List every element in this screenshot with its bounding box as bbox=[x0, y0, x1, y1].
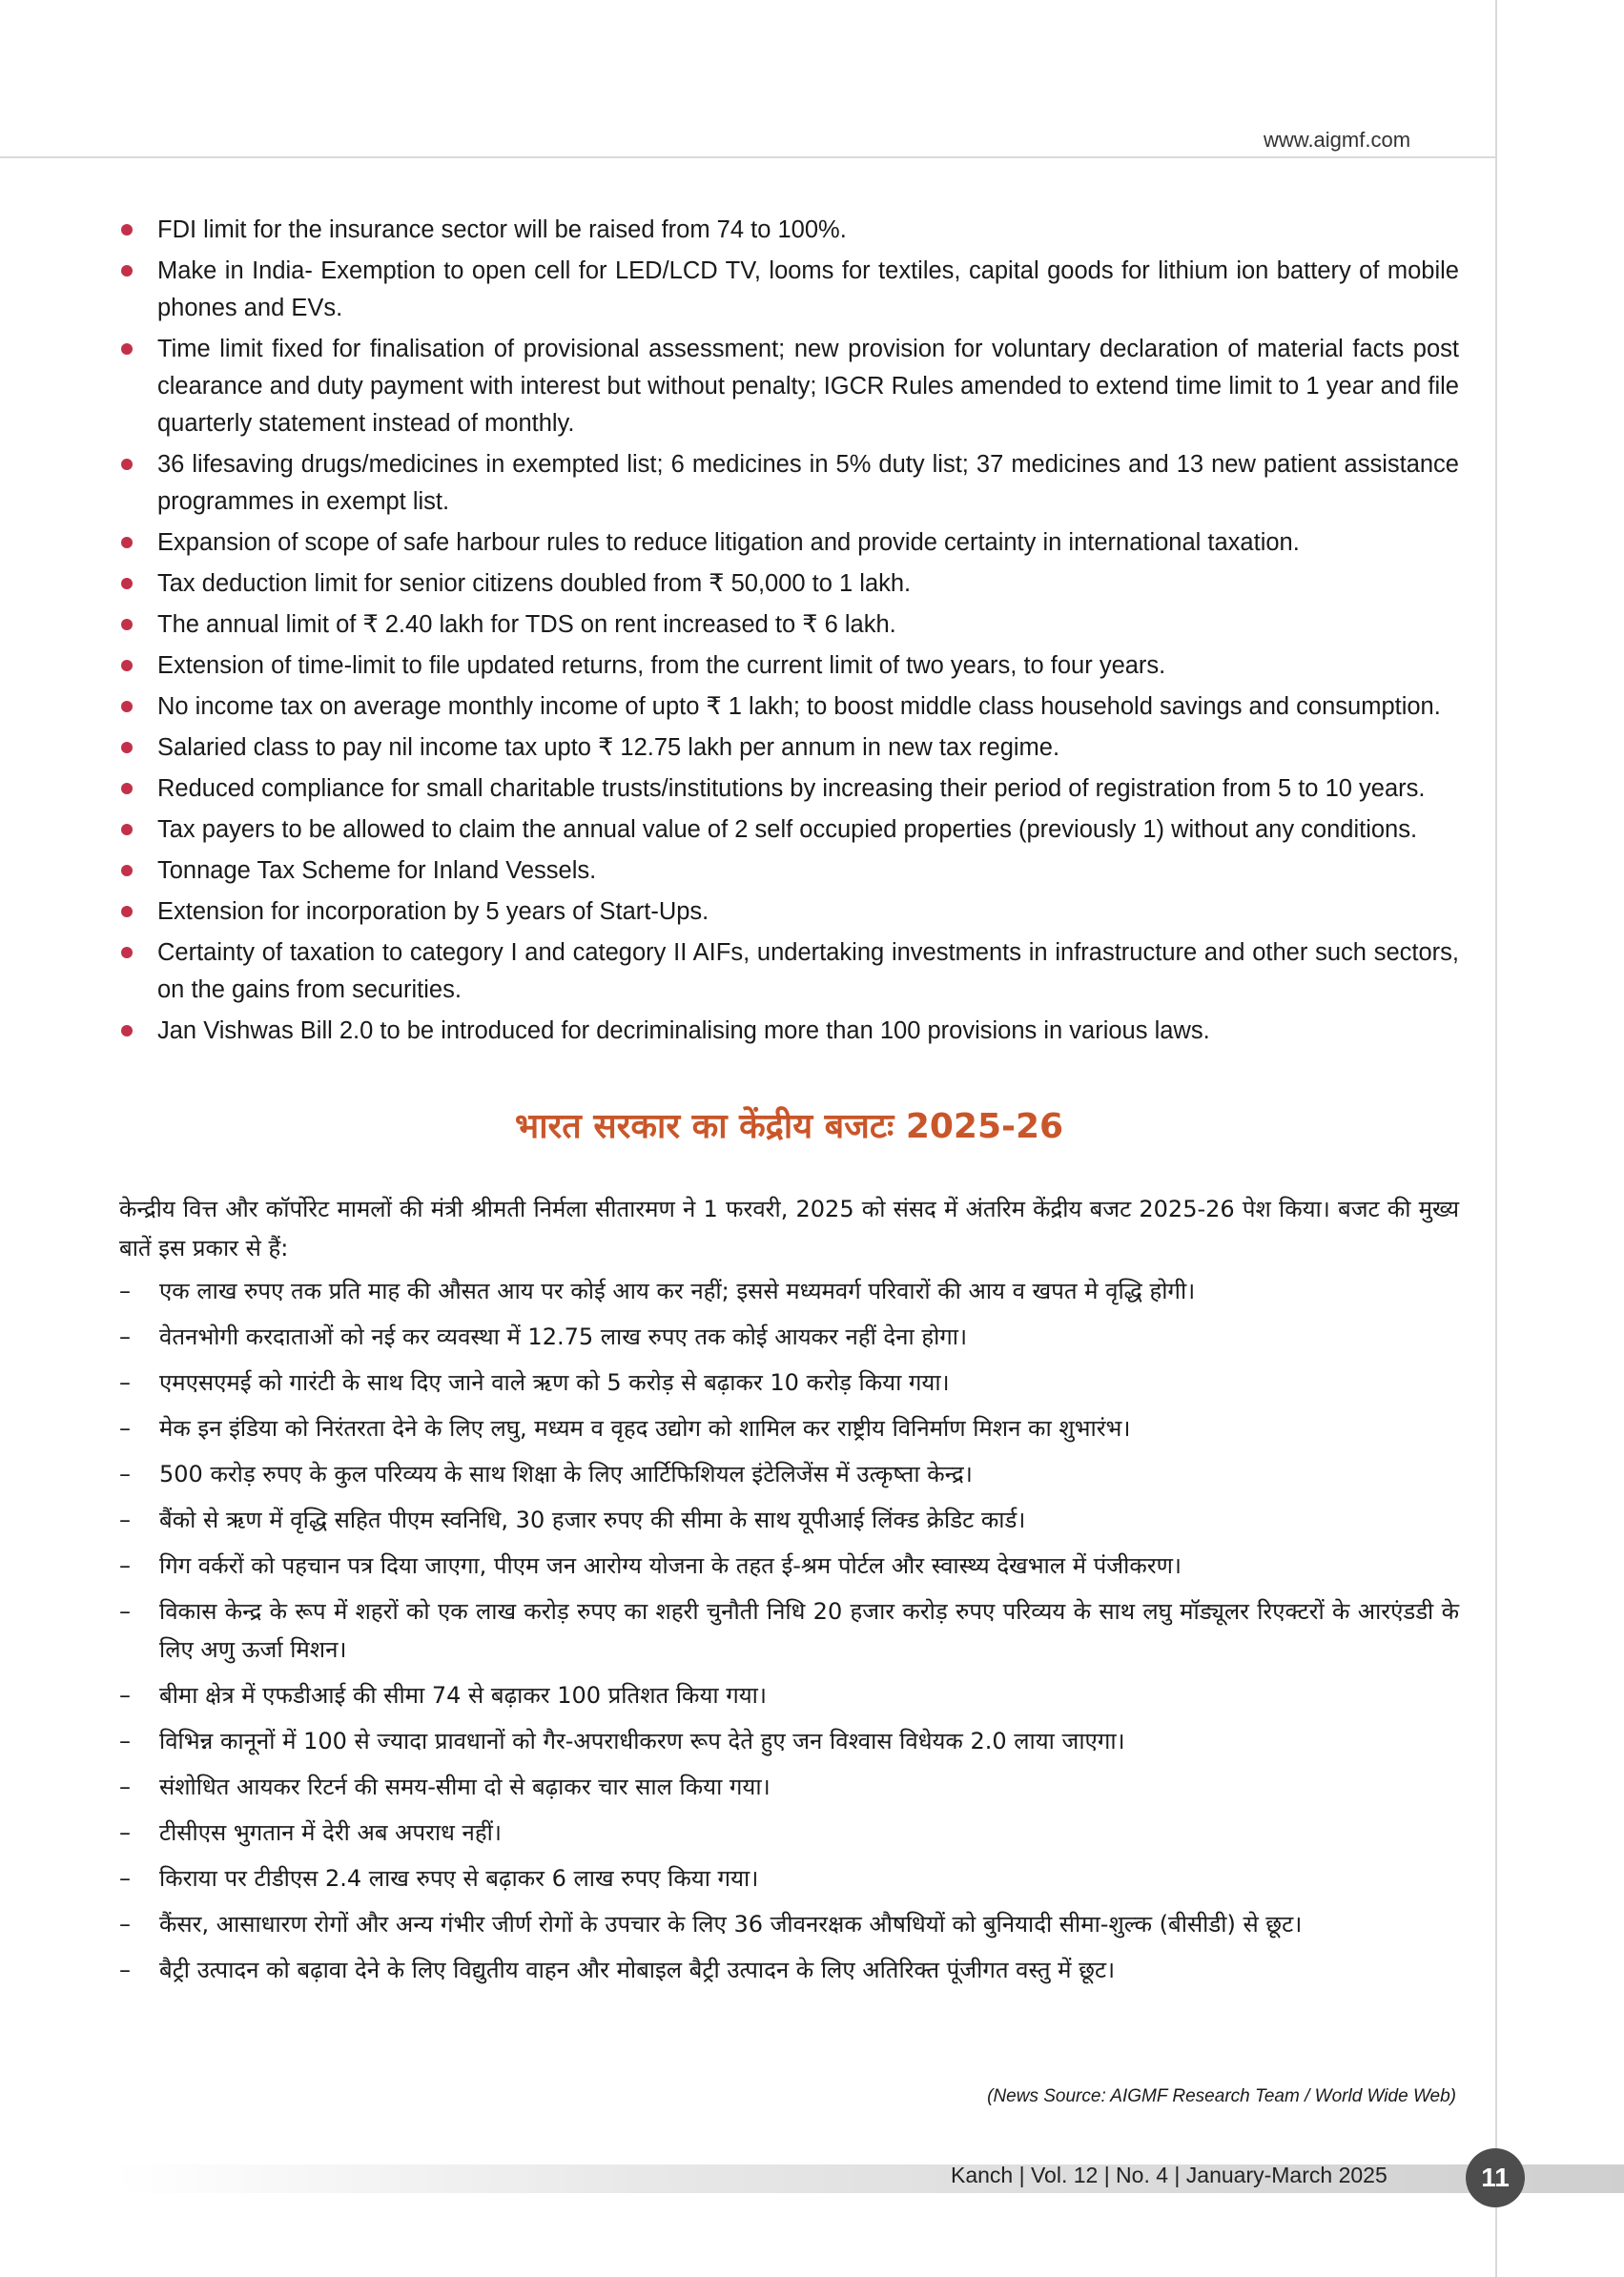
english-bullet-item: Make in India- Exemption to open cell for LED/LCD TV, looms for textiles, capital goods for lithium ion battery of mobile phones and EVs. bbox=[119, 253, 1459, 327]
english-bullet-item: Extension of time-limit to file updated returns, from the current limit of two years, to four years. bbox=[119, 647, 1459, 685]
english-bullet-item: Tonnage Tax Scheme for Inland Vessels. bbox=[119, 852, 1459, 890]
hindi-dash-item: – कैंसर, आसाधारण रोगों और अन्य गंभीर जीर्ण रोगों के उपचार के लिए 36 जीवनरक्षक औषधियों को बुनियादी सीमा-शुल्क (बीसीडी) से छूट। bbox=[119, 1905, 1459, 1943]
header-rule bbox=[0, 156, 1497, 158]
footer-publication: Kanch | Vol. 12 | No. 4 | January-March 2025 bbox=[951, 2163, 1388, 2187]
page-number-badge: 11 bbox=[1466, 2148, 1525, 2207]
english-bullet-item: 36 lifesaving drugs/medicines in exempted list; 6 medicines in 5% duty list; 37 medicines and 13 new patient assistance programmes in exempt list. bbox=[119, 446, 1459, 521]
hindi-dash-item: – किराया पर टीडीएस 2.4 लाख रुपए से बढ़ाकर 6 लाख रुपए किया गया। bbox=[119, 1859, 1459, 1898]
hindi-dash-item: – मेक इन इंडिया को निरंतरता देने के लिए लघु, मध्यम व वृहद उद्योग को शामिल कर राष्ट्रीय विनिर्माण मिशन का शुभारंभ। bbox=[119, 1409, 1459, 1447]
hindi-dash-item: – एमएसएमई को गारंटी के साथ दिए जाने वाले ऋण को 5 करोड़ से बढ़ाकर 10 करोड़ किया गया। bbox=[119, 1364, 1459, 1402]
english-bullet-item: The annual limit of ₹ 2.40 lakh for TDS on rent increased to ₹ 6 lakh. bbox=[119, 606, 1459, 644]
hindi-dash-item: – एक लाख रुपए तक प्रति माह की औसत आय पर कोई आय कर नहीं; इससे मध्यमवर्ग परिवारों की आय व खपत मे वृद्धि होगी। bbox=[119, 1272, 1459, 1310]
hindi-dash-item: – संशोधित आयकर रिटर्न की समय-सीमा दो से बढ़ाकर चार साल किया गया। bbox=[119, 1768, 1459, 1806]
english-bullet-item: Tax payers to be allowed to claim the annual value of 2 self occupied properties (previously 1) without any conditions. bbox=[119, 811, 1459, 849]
english-bullet-item: FDI limit for the insurance sector will be raised from 74 to 100%. bbox=[119, 212, 1459, 249]
english-bullet-item: Jan Vishwas Bill 2.0 to be introduced for decriminalising more than 100 provisions in various laws. bbox=[119, 1013, 1459, 1050]
hindi-dash-item: – विकास केन्द्र के रूप में शहरों को एक लाख करोड़ रुपए का शहरी चुनौती निधि 20 हजार करोड़ रुपए परिव्यय के साथ लघु मॉड्यूलर रिएक्टरों के आरएंडडी के लिए अणु ऊर्जा मिशन। bbox=[119, 1592, 1459, 1669]
hindi-intro-paragraph: केन्द्रीय वित्त और कॉर्पोरेट मामलों की मंत्री श्रीमती निर्मला सीतारमण ने 1 फरवरी, 2025 को संसद में अंतरिम केंद्रीय बजट 2025-26 पेश किया। बजट की मुख्य बातें इस प्रकार से हैं: bbox=[119, 1196, 1459, 1262]
hindi-dash-item: – गिग वर्करों को पहचान पत्र दिया जाएगा, पीएम जन आरोग्य योजना के तहत ई-श्रम पोर्टल और स्वास्थ्य देखभाल में पंजीकरण। bbox=[119, 1547, 1459, 1585]
english-bullet-item: Extension for incorporation by 5 years of Start-Ups. bbox=[119, 893, 1459, 931]
hindi-section-title: भारत सरकार का केंद्रीय बजटः 2025-26 bbox=[514, 1107, 1064, 1146]
hindi-dash-item: – बीमा क्षेत्र में एफडीआई की सीमा 74 से बढ़ाकर 100 प्रतिशत किया गया। bbox=[119, 1676, 1459, 1714]
hindi-dash-item: – वेतनभोगी करदाताओं को नई कर व्यवस्था में 12.75 लाख रुपए तक कोई आयकर नहीं देना होगा। bbox=[119, 1318, 1459, 1356]
hindi-dash-item: – टीसीएस भुगतान में देरी अब अपराध नहीं। bbox=[119, 1814, 1459, 1852]
hindi-dash-item: – विभिन्न कानूनों में 100 से ज्यादा प्रावधानों को गैर-अपराधीकरण रूप देते हुए जन विश्वास विधेयक 2.0 लाया जाएगा। bbox=[119, 1722, 1459, 1760]
site-url: www.aigmf.com bbox=[1264, 128, 1411, 152]
hindi-dash-item: – 500 करोड़ रुपए के कुल परिव्यय के साथ शिक्षा के लिए आर्टिफिशियल इंटेलिजेंस में उत्कृष्ता केन्द्र। bbox=[119, 1455, 1459, 1493]
english-bullet-item: Expansion of scope of safe harbour rules to reduce litigation and provide certainty in international taxation. bbox=[119, 524, 1459, 562]
english-bullet-item: Time limit fixed for finalisation of provisional assessment; new provision for voluntary declaration of material facts post clearance and duty payment with interest but without penalty; IGCR Rules amended to extend time limit to 1 year and file quarterly statement instead of monthly. bbox=[119, 331, 1459, 442]
page-content bbox=[119, 212, 1459, 1997]
english-bullet-item: Reduced compliance for small charitable trusts/institutions by increasing their period of registration from 5 to 10 years. bbox=[119, 770, 1459, 808]
margin-rule bbox=[1495, 0, 1497, 2277]
english-bullet-list bbox=[119, 212, 1459, 1050]
english-bullet-item: Certainty of taxation to category I and category II AIFs, undertaking investments in infrastructure and other such sectors, on the gains from securities. bbox=[119, 934, 1459, 1009]
hindi-dash-list bbox=[119, 1272, 1459, 1989]
news-source: (News Source: AIGMF Research Team / World Wide Web) bbox=[987, 2086, 1456, 2106]
english-bullet-item: Salaried class to pay nil income tax upto ₹ 12.75 lakh per annum in new tax regime. bbox=[119, 729, 1459, 767]
footer-band bbox=[114, 2164, 1624, 2193]
hindi-dash-item: – बैंको से ऋण में वृद्धि सहित पीएम स्वनिधि, 30 हजार रुपए की सीमा के साथ यूपीआई लिंक्ड क्रेडिट कार्ड। bbox=[119, 1501, 1459, 1539]
english-bullet-item: No income tax on average monthly income of upto ₹ 1 lakh; to boost middle class household savings and consumption. bbox=[119, 688, 1459, 726]
hindi-dash-item: – बैट्री उत्पादन को बढ़ावा देने के लिए विद्युतीय वाहन और मोबाइल बैट्री उत्पादन के लिए अतिरिक्त पूंजीगत वस्तु में छूट। bbox=[119, 1951, 1459, 1989]
english-bullet-item: Tax deduction limit for senior citizens doubled from ₹ 50,000 to 1 lakh. bbox=[119, 565, 1459, 603]
